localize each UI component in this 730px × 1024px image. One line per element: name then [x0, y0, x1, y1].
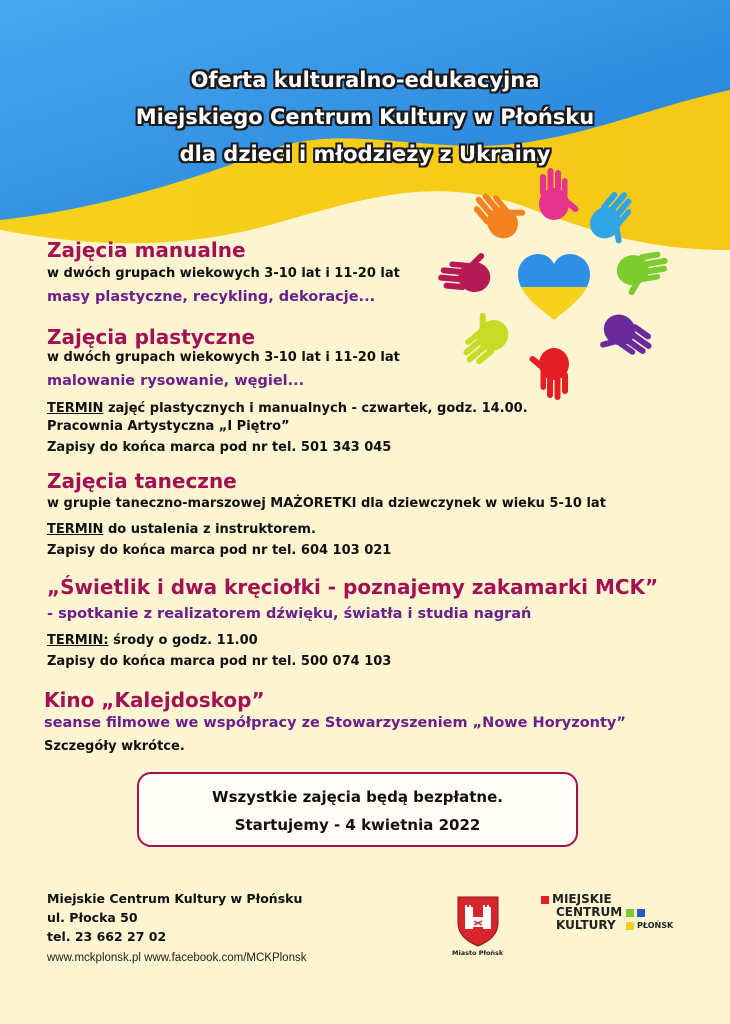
logo-square-yellow	[626, 922, 634, 930]
taneczne-termin	[47, 522, 316, 537]
mck-logo-icon	[541, 893, 691, 939]
termin-text: do ustalenia z instruktorem.	[103, 522, 316, 537]
manualne-groups: w dwóch grupach wiekowych 3-10 lat i 11-20 lat	[47, 266, 400, 281]
poster-title-line-1: Oferta kulturalno-edukacyjna	[190, 68, 540, 92]
termin-label: TERMIN:	[47, 633, 109, 648]
poster-title-line-2: Miejskiego Centrum Kultury w Płońsku	[135, 105, 595, 129]
taneczne-signup: Zapisy do końca marca pod nr tel. 604 103 021	[47, 543, 392, 558]
section-title-kino: Kino „Kalejdoskop”	[44, 688, 265, 712]
swietlik-subtitle: - spotkanie z realizatorem dźwięku, światła i studia nagrań	[47, 606, 532, 622]
logo-text-3: KULTURY	[556, 918, 616, 932]
poster-title-line-3: dla dzieci i młodzieży z Ukrainy	[179, 142, 551, 166]
footer-org: Miejskie Centrum Kultury w Płońsku	[47, 891, 303, 906]
logo-city: PŁOŃSK	[637, 921, 674, 930]
section-title-swietlik: „Świetlik i dwa kręciołki - poznajemy zakamarki MCK”	[47, 575, 659, 599]
plastyczne-topics: malowanie rysowanie, węgiel...	[47, 373, 305, 389]
section-title-manualne: Zajęcia manualne	[47, 238, 246, 262]
section-title-plastyczne: Zajęcia plastyczne	[47, 325, 256, 349]
footer-links[interactable]: www.mckplonsk.pl www.facebook.com/MCKPlonsk	[47, 952, 307, 964]
kino-note: Szczegóły wkrótce.	[44, 739, 185, 754]
taneczne-group: w grupie taneczno-marszowej MAŻORETKI dla dziewczynek w wieku 5-10 lat	[47, 496, 606, 511]
city-crest-label: Miasto Płońsk	[452, 949, 504, 957]
notice-start-date: Startujemy - 4 kwietnia 2022	[234, 816, 481, 834]
footer-phone: tel. 23 662 27 02	[47, 929, 167, 944]
swietlik-termin	[47, 633, 258, 648]
logo-square-green	[626, 909, 634, 917]
logo-text-1: MIEJSKIE	[552, 892, 612, 906]
manualne-topics: masy plastyczne, recykling, dekoracje...	[47, 289, 376, 305]
heart-ukraine-icon	[514, 250, 594, 327]
termin-text: środy o godz. 11.00	[108, 633, 258, 648]
swietlik-signup: Zapisy do końca marca pod nr tel. 500 074 103	[47, 654, 392, 669]
free-classes-notice	[137, 772, 578, 847]
plastyczne-signup: Zapisy do końca marca pod nr tel. 501 343 045	[47, 440, 392, 455]
hands-circle-icon	[438, 168, 670, 400]
plastyczne-termin	[47, 401, 528, 416]
termin-label: TERMIN	[47, 401, 104, 416]
logo-text-2: CENTRUM	[556, 905, 623, 919]
plastyczne-groups: w dwóch grupach wiekowych 3-10 lat i 11-20 lat	[47, 350, 400, 365]
plastyczne-place: Pracownia Artystyczna „I Piętro”	[47, 419, 290, 434]
termin-text: zajęć plastycznych i manualnych - czwartek, godz. 14.00.	[103, 401, 528, 416]
logo-square-blue	[637, 909, 645, 917]
termin-label: TERMIN	[47, 522, 104, 537]
city-crest-icon	[456, 895, 500, 947]
notice-free: Wszystkie zajęcia będą bezpłatne.	[212, 788, 503, 806]
section-title-taneczne: Zajęcia taneczne	[47, 469, 237, 493]
logo-square-red	[541, 896, 549, 904]
kino-subtitle: seanse filmowe we współpracy ze Stowarzyszeniem „Nowe Horyzonty”	[44, 715, 626, 731]
footer-street: ul. Płocka 50	[47, 910, 138, 925]
